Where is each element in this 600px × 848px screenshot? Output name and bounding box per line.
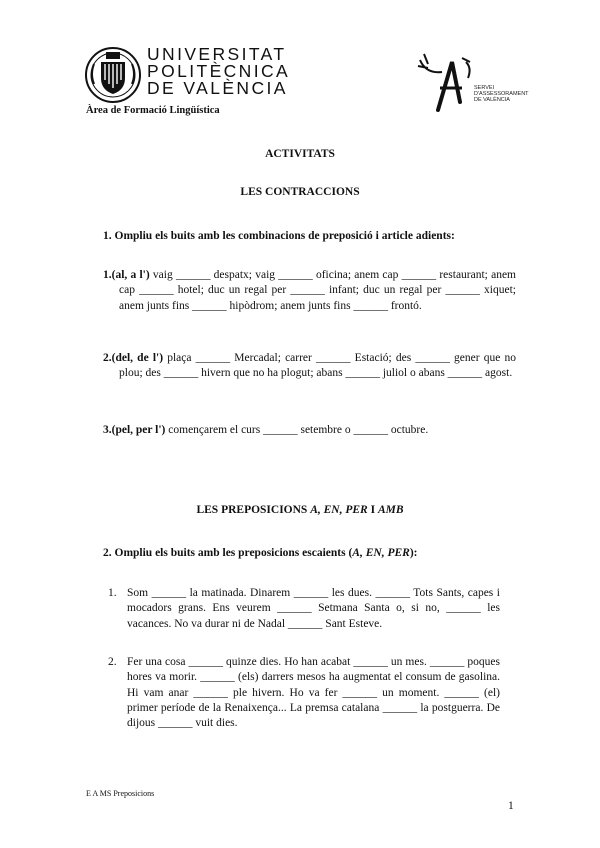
area-label: Àrea de Formació Lingüística [86, 105, 220, 116]
page-title: ACTIVITATS [265, 148, 335, 160]
partner-logo-text: SERVEI D'ASSESSORAMENT DE VALÈNCIA [474, 85, 529, 103]
page-number: 1 [508, 800, 514, 812]
university-name: UNIVERSITAT POLITÈCNICA DE VALÈNCIA [147, 44, 291, 98]
section2-heading: LES PREPOSICIONS A, EN, PER I AMB [196, 504, 404, 516]
partner-logo [416, 52, 576, 114]
section1-heading: LES CONTRACCIONS [240, 186, 360, 198]
exercise-1-item-2: 2.(del, de l') plaça ______ Mercadal; carrer ______ Estació; des ______ gener que no plou; des ______ hivern que no ha plogut; abans ______ juliol o abans ______ agost. [103, 352, 516, 380]
exercise-1-item-3: 3.(pel, per l') començarem el curs ______ setembre o ______ octubre. [103, 424, 429, 436]
partner-logo-icon [416, 52, 476, 114]
footer-label: E A MS Preposicions [86, 789, 155, 798]
exercise-1-item-1: 1.(al, a l') vaig ______ despatx; vaig ______ oficina; anem cap ______ restaurant; anem cap ______ hotel; duc un regal per ______ infant; duc un regal per ______ xiquet; anem junts fins ______ hipòdrom; anem junts fins ______ frontó. [103, 269, 516, 312]
upv-logo [84, 44, 291, 106]
section2-question: 2. Ompliu els buits amb les preposicions escaients (A, EN, PER): [103, 547, 418, 559]
upv-seal-icon [84, 44, 142, 106]
section1-question: 1. Ompliu els buits amb les combinacions de preposició i article adients: [103, 230, 455, 242]
